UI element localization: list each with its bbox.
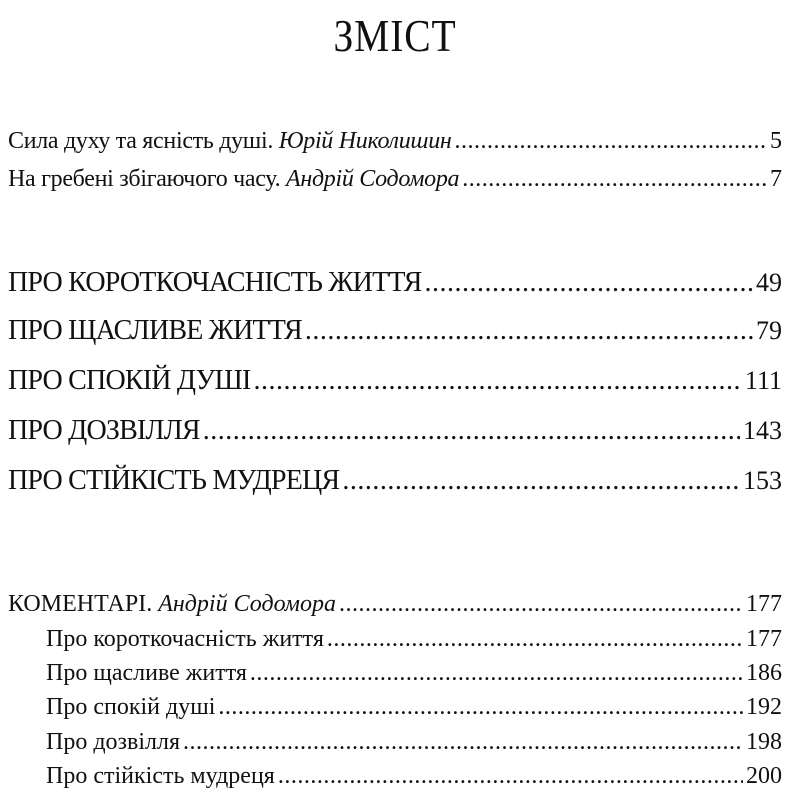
- toc-entry-treatise-4: [8, 414, 782, 448]
- toc-entry-page: 153: [743, 466, 782, 495]
- toc-entry-title: Про щасливе життя: [46, 660, 247, 686]
- dot-leader: [250, 658, 743, 688]
- toc-entry-page: 5: [770, 128, 782, 154]
- dot-leader: [425, 266, 753, 300]
- toc-entry-page: 7: [770, 166, 782, 192]
- toc-entry-title-text: Сила духу та ясність душі.: [8, 128, 279, 154]
- toc-entry-title-text: На гребені збігаючого часу.: [8, 166, 286, 192]
- toc-entry-treatise-3: [8, 364, 782, 398]
- toc-entry-treatise-5: [8, 464, 782, 498]
- toc-entry-page: 143: [743, 416, 782, 445]
- toc-entry-title: ПРО КОРОТКОЧАСНІСТЬ ЖИТТЯ: [8, 267, 422, 298]
- dot-leader: [278, 761, 743, 791]
- page-title: ЗМІСТ: [333, 10, 457, 61]
- dot-leader: [305, 314, 753, 348]
- toc-entry-title: Про стійкість мудреця: [46, 763, 275, 789]
- toc-entry-title: [8, 126, 452, 156]
- toc-entry-title: Про спокій душі: [46, 694, 216, 720]
- toc-entry-author: Андрій Содомора: [285, 166, 460, 192]
- toc-entry-commentary: [8, 589, 782, 619]
- toc-entry-title: ПРО ДОЗВІЛЛЯ: [8, 415, 200, 446]
- dot-leader: [327, 624, 743, 654]
- toc-subentry: [46, 761, 782, 791]
- toc-entry-title: ПРО СТІЙКІСТЬ МУДРЕЦЯ: [8, 465, 340, 496]
- dot-leader: [342, 464, 740, 498]
- toc-entry-page: 177: [746, 626, 782, 652]
- dot-leader: [203, 414, 740, 448]
- toc-entry-treatise-1: [8, 266, 782, 300]
- toc-entry-title: [8, 589, 336, 619]
- dot-leader: [339, 589, 743, 619]
- toc-entry-treatise-2: [8, 314, 782, 348]
- toc-subentry: [46, 692, 782, 722]
- dot-leader: [254, 364, 742, 398]
- toc-entry-preface-2: [8, 164, 782, 194]
- dot-leader: [218, 692, 743, 722]
- toc-subentry: [46, 658, 782, 688]
- toc-entry-page: 111: [744, 366, 782, 395]
- toc-entry-preface-1: [8, 126, 782, 156]
- toc-entry-page: 79: [756, 316, 782, 345]
- toc-entry-title: ПРО СПОКІЙ ДУШІ: [8, 365, 251, 396]
- toc-subentry: [46, 624, 782, 654]
- toc-entry-page: 49: [756, 268, 782, 297]
- toc-subentry: [46, 727, 782, 757]
- toc-entry-title: ПРО ЩАСЛИВЕ ЖИТТЯ: [8, 315, 302, 346]
- toc-entry-page: 186: [746, 660, 782, 686]
- toc-entry-author: Андрій Содомора: [158, 591, 336, 617]
- toc-entry-title: Про дозвілля: [46, 729, 181, 755]
- toc-entry-page: 200: [746, 763, 782, 789]
- dot-leader: [462, 164, 767, 194]
- dot-leader: [183, 727, 743, 757]
- toc-entry-page: 198: [746, 729, 782, 755]
- toc-entry-title: Про короткочасність життя: [46, 626, 324, 652]
- toc-entry-page: 177: [746, 591, 782, 617]
- toc-entry-page: 192: [746, 694, 782, 720]
- toc-entry-title: [8, 164, 459, 194]
- toc-entry-author: Юрій Николишин: [278, 128, 452, 154]
- toc-entry-title-text: КОМЕНТАРІ.: [8, 591, 159, 617]
- dot-leader: [455, 126, 767, 156]
